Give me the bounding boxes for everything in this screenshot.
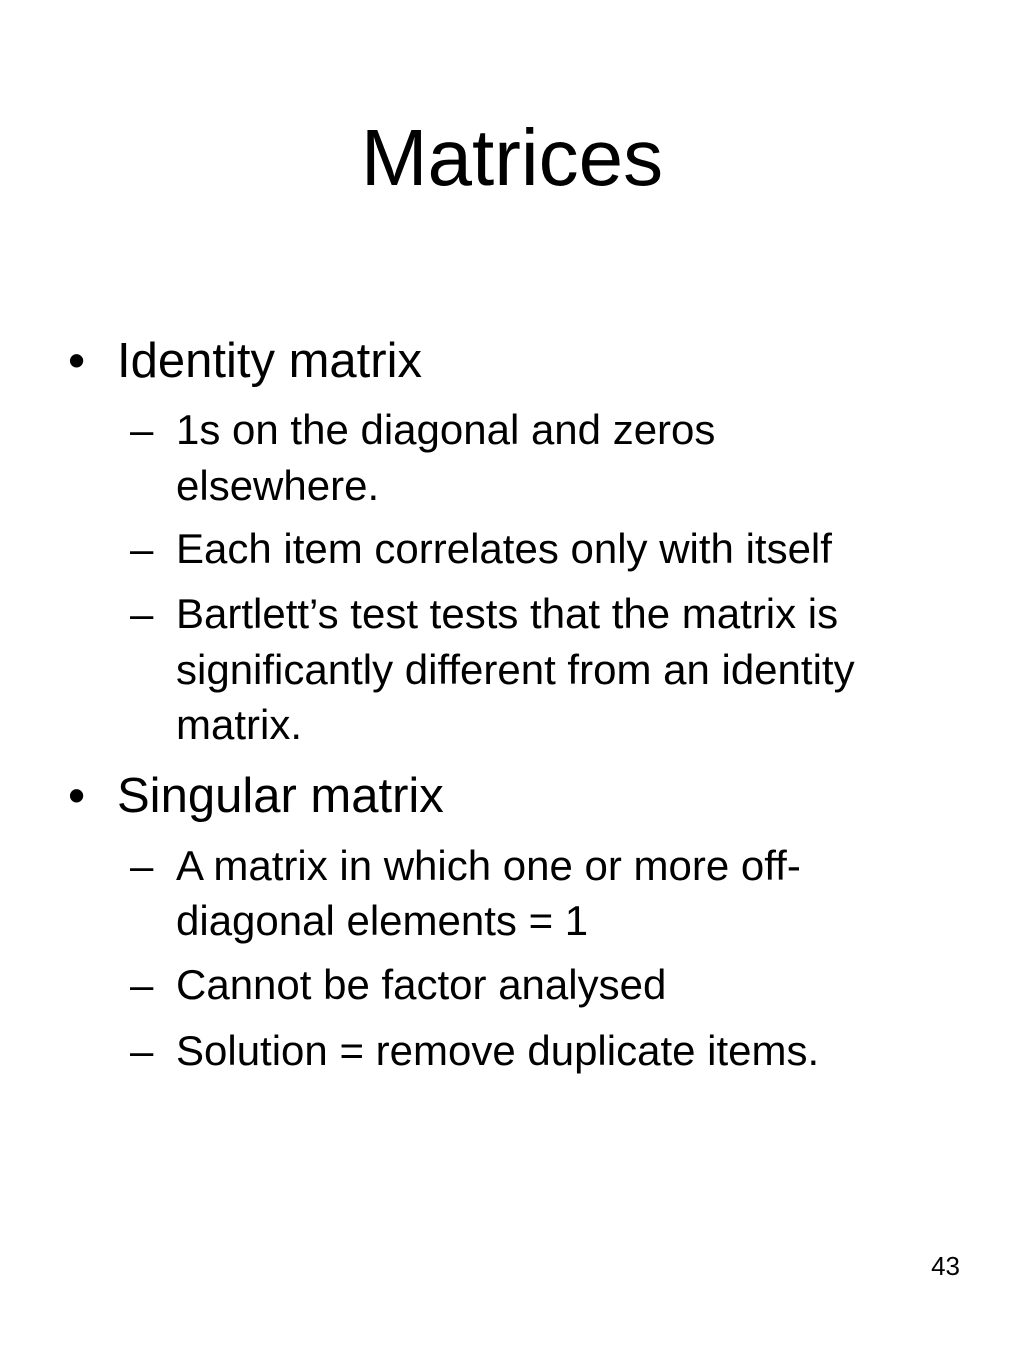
bullet-marker: • (68, 769, 86, 823)
sub-bullet-line: Each item correlates only with itself (176, 525, 832, 572)
sub-bullet-line: 1s on the diagonal and zeros (176, 406, 716, 453)
sub-bullet-line: Bartlett’s test tests that the matrix is (176, 590, 839, 637)
dash-marker: – (130, 842, 154, 889)
sub-bullet-line: significantly different from an identity (176, 646, 855, 693)
dash-marker: – (130, 406, 154, 453)
page-number: 43 (931, 1251, 960, 1281)
sub-bullet-line: A matrix in which one or more off- (176, 842, 801, 889)
bullet-text: Identity matrix (117, 334, 422, 388)
sub-bullet-line: diagonal elements = 1 (176, 897, 589, 944)
sub-bullet-line: Cannot be factor analysed (176, 961, 667, 1008)
dash-marker: – (130, 525, 154, 572)
dash-marker: – (130, 1027, 154, 1074)
sub-bullet-line: matrix. (176, 701, 302, 748)
slide-title: Matrices (360, 113, 664, 202)
bullet-marker: • (68, 334, 86, 388)
sub-bullet-line: elsewhere. (176, 462, 380, 509)
bullet-text: Singular matrix (117, 769, 444, 823)
dash-marker: – (130, 961, 154, 1008)
dash-marker: – (130, 590, 154, 637)
sub-bullet-line: Solution = remove duplicate items. (176, 1027, 820, 1074)
